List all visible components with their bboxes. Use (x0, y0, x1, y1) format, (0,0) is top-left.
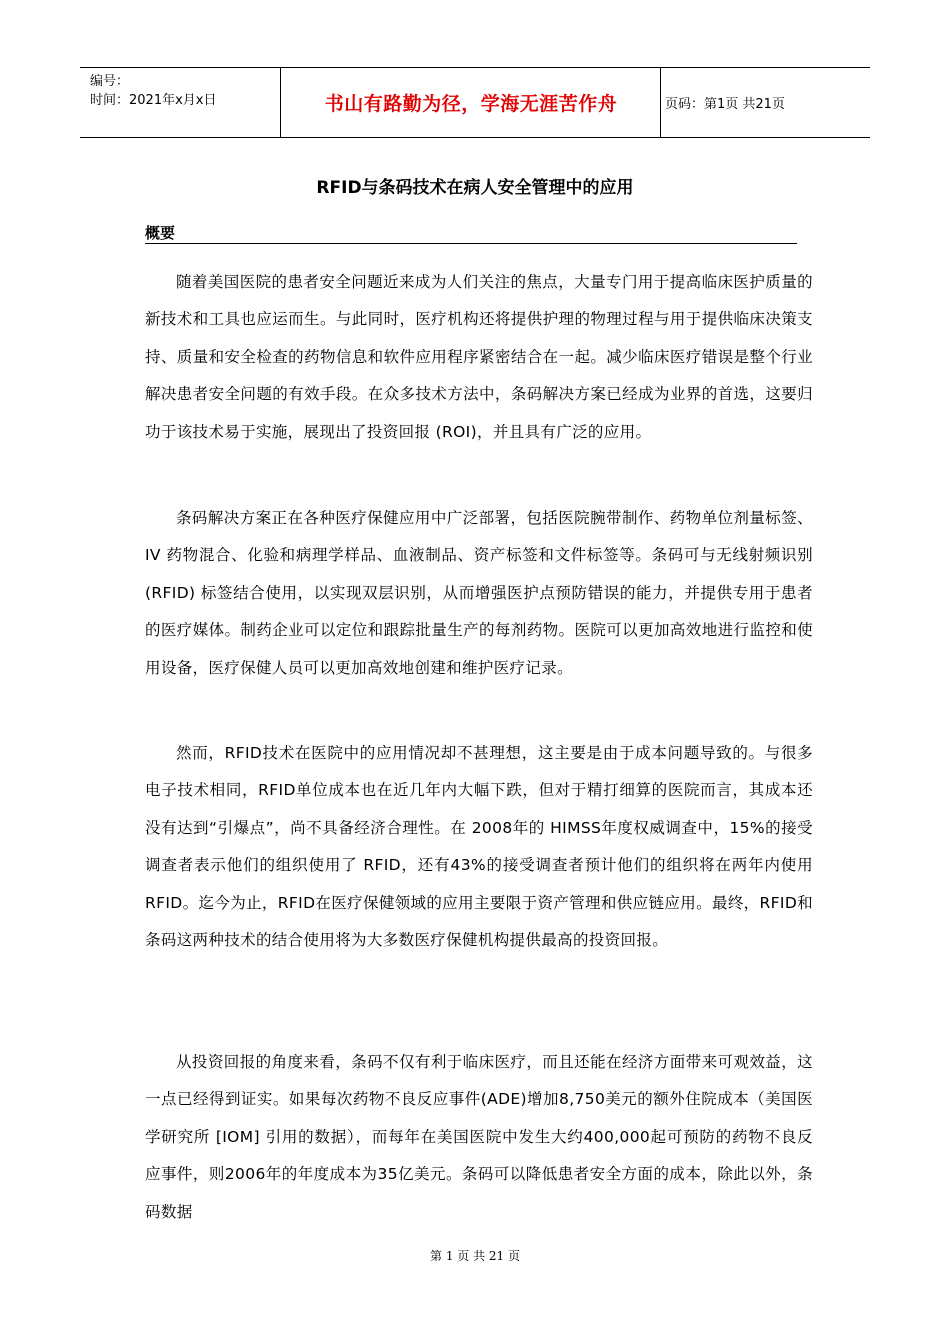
header-number-label: 编号： (90, 74, 130, 89)
header-page-info: 页码：第1页 共21页 (665, 97, 785, 112)
paragraph-3: 然而，RFID技术在医院中的应用情况却不甚理想，这主要是由于成本问题导致的。与很多电子技术相同，RFID单位成本也在近几年内大幅下跌，但对于精打细算的医院而言，其成本还没有达到“引爆点”，尚不具备经济合理性。在 2008年的 HIMSS年度权威调查中，15%的接受调查者表示他们的组织使用了 RFID，还有43%的接受调查者预计他们的组织将在两年内使用RFID。迄今为止，RFID在医疗保健领域的应用主要限于资产管理和供应链应用。最终，RFID和条码这两种技术的结合使用将为大多数医疗保健机构提供最高的投资回报。 (145, 744, 813, 950)
document-title: RFID与条码技术在病人安全管理中的应用 (316, 178, 634, 198)
page-footer: 第 1 页 共 21 页 (430, 1249, 520, 1263)
header-motto: 书山有路勤为径，学海无涯苦作舟 (282, 68, 661, 137)
section-heading: 概要 (145, 223, 797, 244)
paragraph-1: 随着美国医院的患者安全问题近来成为人们关注的焦点，大量专门用于提高临床医护质量的新技术和工具也应运而生。与此同时，医疗机构还将提供护理的物理过程与用于提供临床决策支持、质量和安全检查的药物信息和软件应用程序紧密结合在一起。减少临床医疗错误是整个行业解决患者安全问题的有效手段。在众多技术方法中，条码解决方案已经成为业界的首选，这要归功于该技术易于实施，展现出了投资回报 (ROI)，并且具有广泛的应用。 (145, 273, 813, 441)
paragraph-2: 条码解决方案正在各种医疗保健应用中广泛部署，包括医院腕带制作、药物单位剂量标签、IV 药物混合、化验和病理学样品、血液制品、资产标签和文件标签等。条码可与无线射频识别 (RFID) 标签结合使用，以实现双层识别，从而增强医护点预防错误的能力，并提供专用于患者的医疗媒体。制药企业可以定位和跟踪批量生产的每剂药物。医院可以更加高效地进行监控和使用设备，医疗保健人员可以更加高效地创建和维护医疗记录。 (145, 509, 813, 677)
header-time-label: 时间：2021年x月x日 (90, 93, 217, 108)
paragraph-4: 从投资回报的角度来看，条码不仅有利于临床医疗，而且还能在经济方面带来可观效益，这一点已经得到证实。如果每次药物不良反应事件(ADE)增加8,750美元的额外住院成本（美国医学研究所 [IOM] 引用的数据），而每年在美国医院中发生大约400,000起可预防的药物不良反应事件，则2006年的年度成本为35亿美元。条码可以降低患者安全方面的成本，除此以外，条码数据 (145, 1053, 813, 1221)
header-meta (80, 68, 281, 137)
document-header (80, 67, 870, 138)
